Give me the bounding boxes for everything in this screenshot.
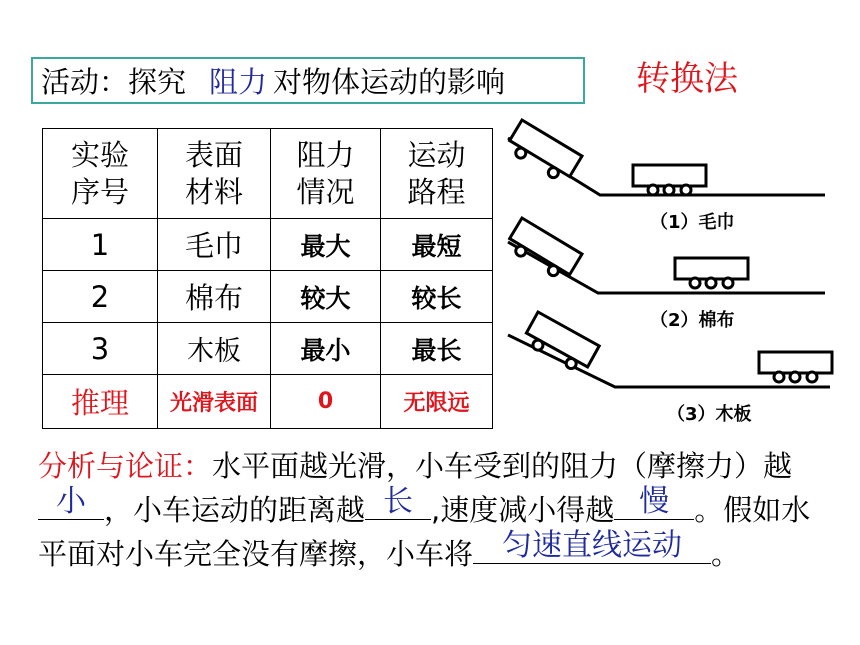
activity-title-box: [31, 57, 585, 104]
title-highlight: 阻力: [209, 65, 268, 99]
table-cell: 3: [43, 323, 158, 375]
answer-1: 小: [56, 484, 86, 519]
cart-flat-1: [633, 165, 706, 195]
table-cell: 推理: [43, 375, 158, 429]
table-cell: 较大: [271, 271, 381, 323]
answer-blank-3: [614, 484, 694, 520]
table-cell: 无限远: [381, 375, 493, 429]
answer-blank-1: [38, 484, 104, 520]
table-cell: 木板: [158, 323, 271, 375]
header-cell: 阻力 情况: [271, 129, 381, 219]
answer-blank-2: [365, 484, 431, 520]
header-cell: 表面 材料: [158, 129, 271, 219]
table-cell: 毛巾: [158, 219, 271, 271]
method-label: 转换法: [636, 59, 738, 99]
table-cell: 棉布: [158, 271, 271, 323]
table-cell: 最短: [381, 219, 493, 271]
header-cell: 实验 序号: [43, 129, 158, 219]
answer-4: 匀速直线运动: [502, 528, 683, 563]
cart-ramp-2: [504, 218, 582, 283]
header-cell: 运动 路程: [381, 129, 493, 219]
table-cell: 最大: [271, 219, 381, 271]
title-suffix: 对物体运动的影响: [273, 65, 506, 99]
analysis-text-1: 水平面越光滑，小车受到的阻力（摩擦力）越: [212, 449, 793, 483]
caption-wood: （3）木板: [667, 404, 752, 425]
analysis-text-2: ，小车运动的距离越: [104, 493, 366, 527]
table-header-row: [43, 129, 493, 219]
table-cell: 2: [43, 271, 158, 323]
ramp-diagram: [500, 110, 850, 430]
analysis-text-4: 。假如水平面对小车完全没有摩擦，小车将: [38, 493, 811, 571]
cart-ramp-1: [504, 120, 582, 185]
cart-flat-2: [675, 258, 748, 288]
analysis-paragraph: [38, 444, 828, 576]
table-cell: 0: [271, 375, 381, 429]
table-cell: 光滑表面: [158, 375, 271, 429]
table-row: [43, 271, 493, 323]
table-cell: 较长: [381, 271, 493, 323]
caption-cotton: （2）棉布: [650, 310, 735, 331]
title-prefix: 活动：探究: [41, 65, 187, 99]
experiment-table: [42, 128, 493, 429]
cart-flat-3: [759, 352, 832, 382]
table-cell: 最长: [381, 323, 493, 375]
analysis-label: 分析与论证：: [38, 449, 213, 483]
answer-2: 长: [383, 484, 414, 519]
inference-row: [43, 375, 493, 429]
analysis-text-3: ,速度减小得越: [431, 493, 615, 527]
table-cell: 最小: [271, 323, 381, 375]
table-row: [43, 323, 493, 375]
cart-ramp-3: [522, 312, 600, 376]
table-cell: 1: [43, 219, 158, 271]
answer-blank-4: [473, 528, 711, 564]
table-row: [43, 219, 493, 271]
analysis-text-5: 。: [711, 537, 741, 571]
caption-towel: （1）毛巾: [650, 212, 735, 233]
answer-3: 慢: [639, 484, 670, 519]
